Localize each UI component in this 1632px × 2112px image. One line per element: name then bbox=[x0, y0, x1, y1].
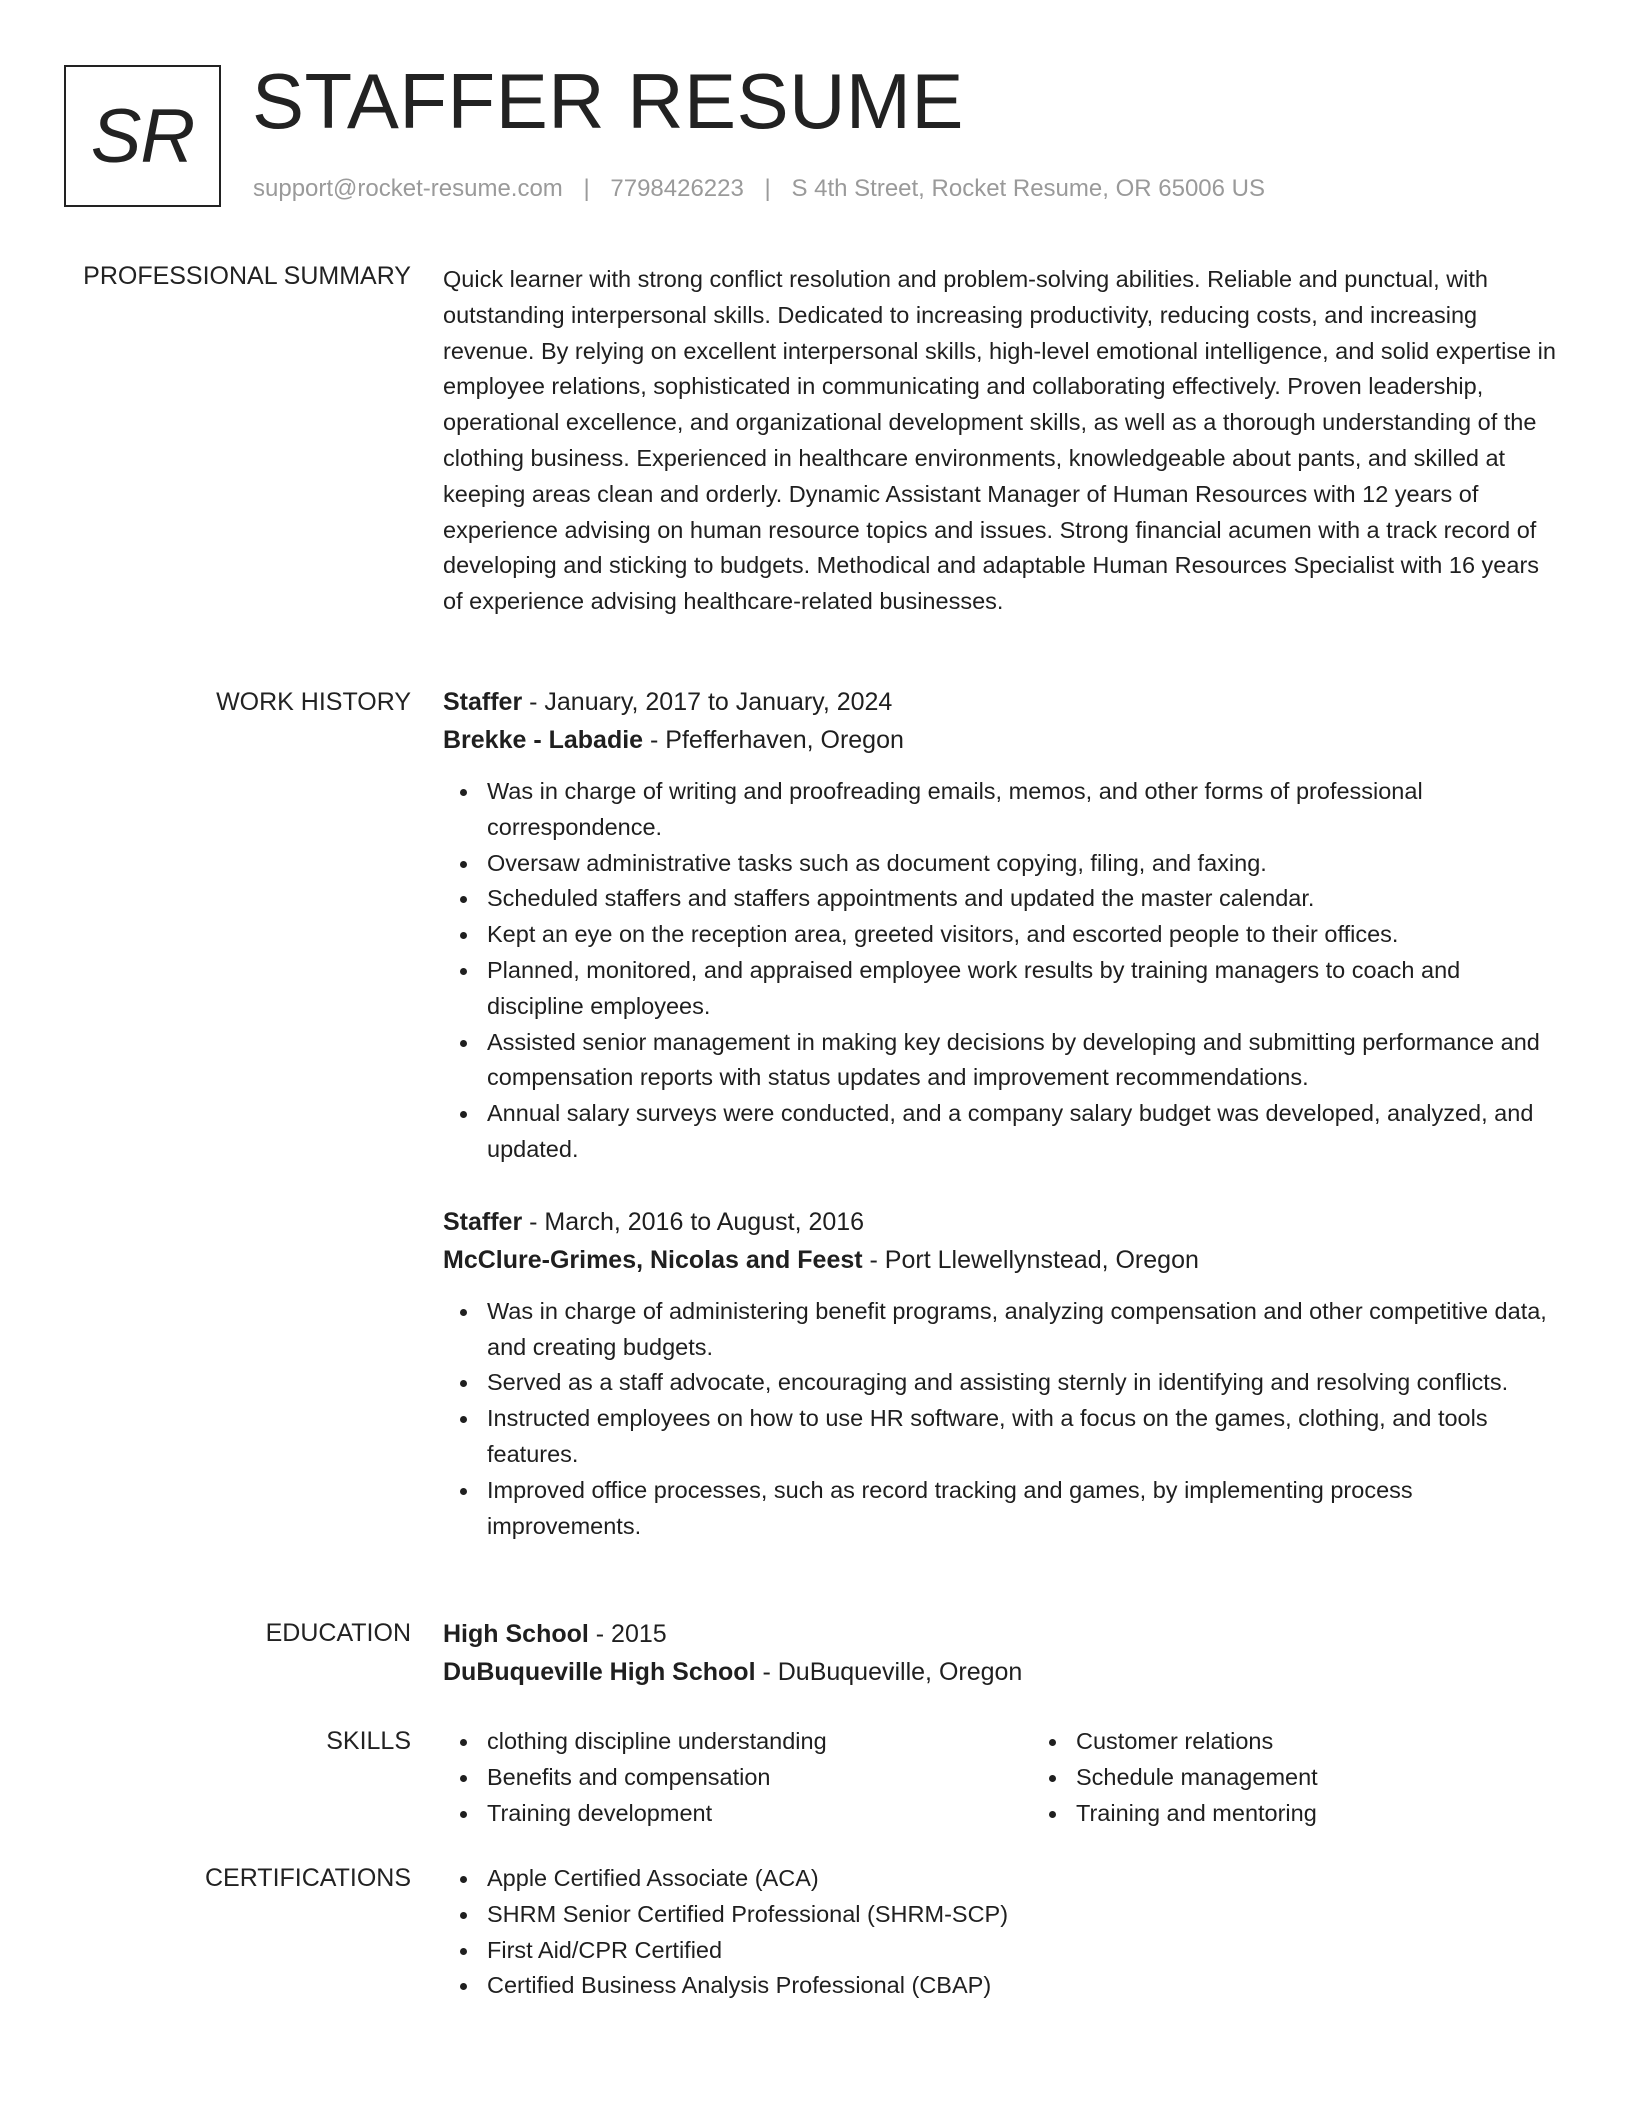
skills-grid bbox=[443, 1724, 1558, 1831]
contact-separator: | bbox=[583, 175, 590, 202]
monogram-logo: SR bbox=[64, 65, 221, 207]
job-role: Staffer bbox=[443, 1207, 523, 1236]
contact-email: support@rocket-resume.com bbox=[253, 175, 563, 202]
skill-item: Benefits and compensation bbox=[487, 1760, 1032, 1796]
work-history-body bbox=[443, 683, 1558, 1544]
skills-body bbox=[443, 1724, 1558, 1831]
job-bullet-item: Annual salary surveys were conducted, and a company salary budget was developed, analyzed, and updated. bbox=[487, 1096, 1558, 1168]
certification-item: Apple Certified Associate (ACA) bbox=[487, 1861, 1558, 1897]
job-role: Staffer bbox=[443, 688, 523, 716]
job-bullet-item: Served as a staff advocate, encouraging and assisting sternly in identifying and resolving conflicts. bbox=[487, 1365, 1558, 1401]
certifications-list bbox=[443, 1861, 1558, 2004]
contact-address: S 4th Street, Rocket Resume, OR 65006 US bbox=[791, 175, 1265, 202]
education-school: DuBuqueville High School bbox=[443, 1658, 756, 1686]
certification-item: SHRM Senior Certified Professional (SHRM-SCP) bbox=[487, 1897, 1558, 1933]
summary-body bbox=[443, 262, 1558, 620]
job-company-line bbox=[443, 1241, 1558, 1279]
section-title-summary: PROFESSIONAL SUMMARY bbox=[83, 262, 411, 290]
job-entry bbox=[443, 683, 1558, 1168]
education-location: - DuBuqueville, Oregon bbox=[755, 1658, 1023, 1686]
job-bullets bbox=[443, 1294, 1558, 1545]
section-title-work-history: WORK HISTORY bbox=[216, 688, 411, 716]
job-bullet-item: Instructed employees on how to use HR software, with a focus on the games, clothing, and tools features. bbox=[487, 1401, 1558, 1473]
job-location: - Pfefferhaven, Oregon bbox=[643, 726, 904, 754]
job-dates: - January, 2017 to January, 2024 bbox=[522, 688, 893, 716]
job-bullet-item: Kept an eye on the reception area, greeted visitors, and escorted people to their offices. bbox=[487, 917, 1558, 953]
education-school-line bbox=[443, 1653, 1558, 1691]
job-bullet-item: Was in charge of administering benefit programs, analyzing compensation and other competitive data, and creating budgets. bbox=[487, 1294, 1558, 1366]
contact-separator: | bbox=[764, 175, 771, 202]
job-dates: - March, 2016 to August, 2016 bbox=[522, 1207, 865, 1236]
skills-column-2 bbox=[1032, 1724, 1318, 1831]
job-role-line bbox=[443, 1203, 1558, 1241]
resume-name: STAFFER RESUME bbox=[252, 57, 964, 145]
certifications-body bbox=[443, 1861, 1558, 2004]
summary-text: Quick learner with strong conflict resolution and problem-solving abilities. Reliable and punctual, with outstanding interpersonal skills. Dedicated to increasing productivity, reducing costs, and increasing revenue. By relying on excellent interpersonal skills, high-level emotional intelligence, and solid expertise in employee relations, sophisticated in communicating and collaborating effectively. Proven leadership, operational excellence, and organizational development skills, as well as a thorough understanding of the clothing business. Experienced in healthcare environments, knowledgeable about pants, and skilled at keeping areas clean and orderly. Dynamic Assistant Manager of Human Resources with 12 years of experience advising on human resource topics and issues. Strong financial acumen with a track record of developing and sticking to budgets. Methodical and adaptable Human Resources Specialist with 16 years of experience advising healthcare-related businesses. bbox=[443, 266, 1556, 615]
job-location: - Port Llewellynstead, Oregon bbox=[862, 1245, 1199, 1274]
job-bullet-item: Scheduled staffers and staffers appointments and updated the master calendar. bbox=[487, 881, 1558, 917]
skill-item: Customer relations bbox=[1076, 1724, 1318, 1760]
job-company-line bbox=[443, 721, 1558, 759]
education-degree-line bbox=[443, 1615, 1558, 1653]
skills-column-1 bbox=[443, 1724, 1032, 1831]
job-bullets bbox=[443, 774, 1558, 1168]
skill-item: Training development bbox=[487, 1796, 1032, 1832]
education-degree: High School bbox=[443, 1620, 589, 1648]
certification-item: First Aid/CPR Certified bbox=[487, 1933, 1558, 1969]
job-bullet-item: Oversaw administrative tasks such as document copying, filing, and faxing. bbox=[487, 846, 1558, 882]
section-title-skills: SKILLS bbox=[326, 1727, 411, 1755]
contact-line bbox=[253, 175, 1265, 203]
job-bullet-item: Planned, monitored, and appraised employee work results by training managers to coach and discipline employees. bbox=[487, 953, 1558, 1025]
job-company: McClure-Grimes, Nicolas and Feest bbox=[443, 1245, 863, 1274]
section-title-certifications: CERTIFICATIONS bbox=[204, 1864, 411, 1892]
job-entry bbox=[443, 1203, 1558, 1545]
certification-item: Certified Business Analysis Professional (CBAP) bbox=[487, 1968, 1558, 2004]
job-role-line bbox=[443, 683, 1558, 721]
job-bullet-item: Assisted senior management in making key decisions by developing and submitting performance and compensation reports with status updates and improvement recommendations. bbox=[487, 1025, 1558, 1097]
education-body bbox=[443, 1615, 1558, 1691]
contact-phone: 7798426223 bbox=[610, 175, 744, 202]
job-company: Brekke - Labadie bbox=[443, 726, 644, 754]
skill-item: Training and mentoring bbox=[1076, 1796, 1318, 1832]
job-bullet-item: Improved office processes, such as record tracking and games, by implementing process improvements. bbox=[487, 1473, 1558, 1545]
job-bullet-item: Was in charge of writing and proofreading emails, memos, and other forms of professional correspondence. bbox=[487, 774, 1558, 846]
education-year: - 2015 bbox=[588, 1620, 667, 1648]
job-list bbox=[443, 683, 1558, 1544]
skill-item: clothing discipline understanding bbox=[487, 1724, 1032, 1760]
section-title-education: EDUCATION bbox=[265, 1619, 411, 1647]
skill-item: Schedule management bbox=[1076, 1760, 1318, 1796]
